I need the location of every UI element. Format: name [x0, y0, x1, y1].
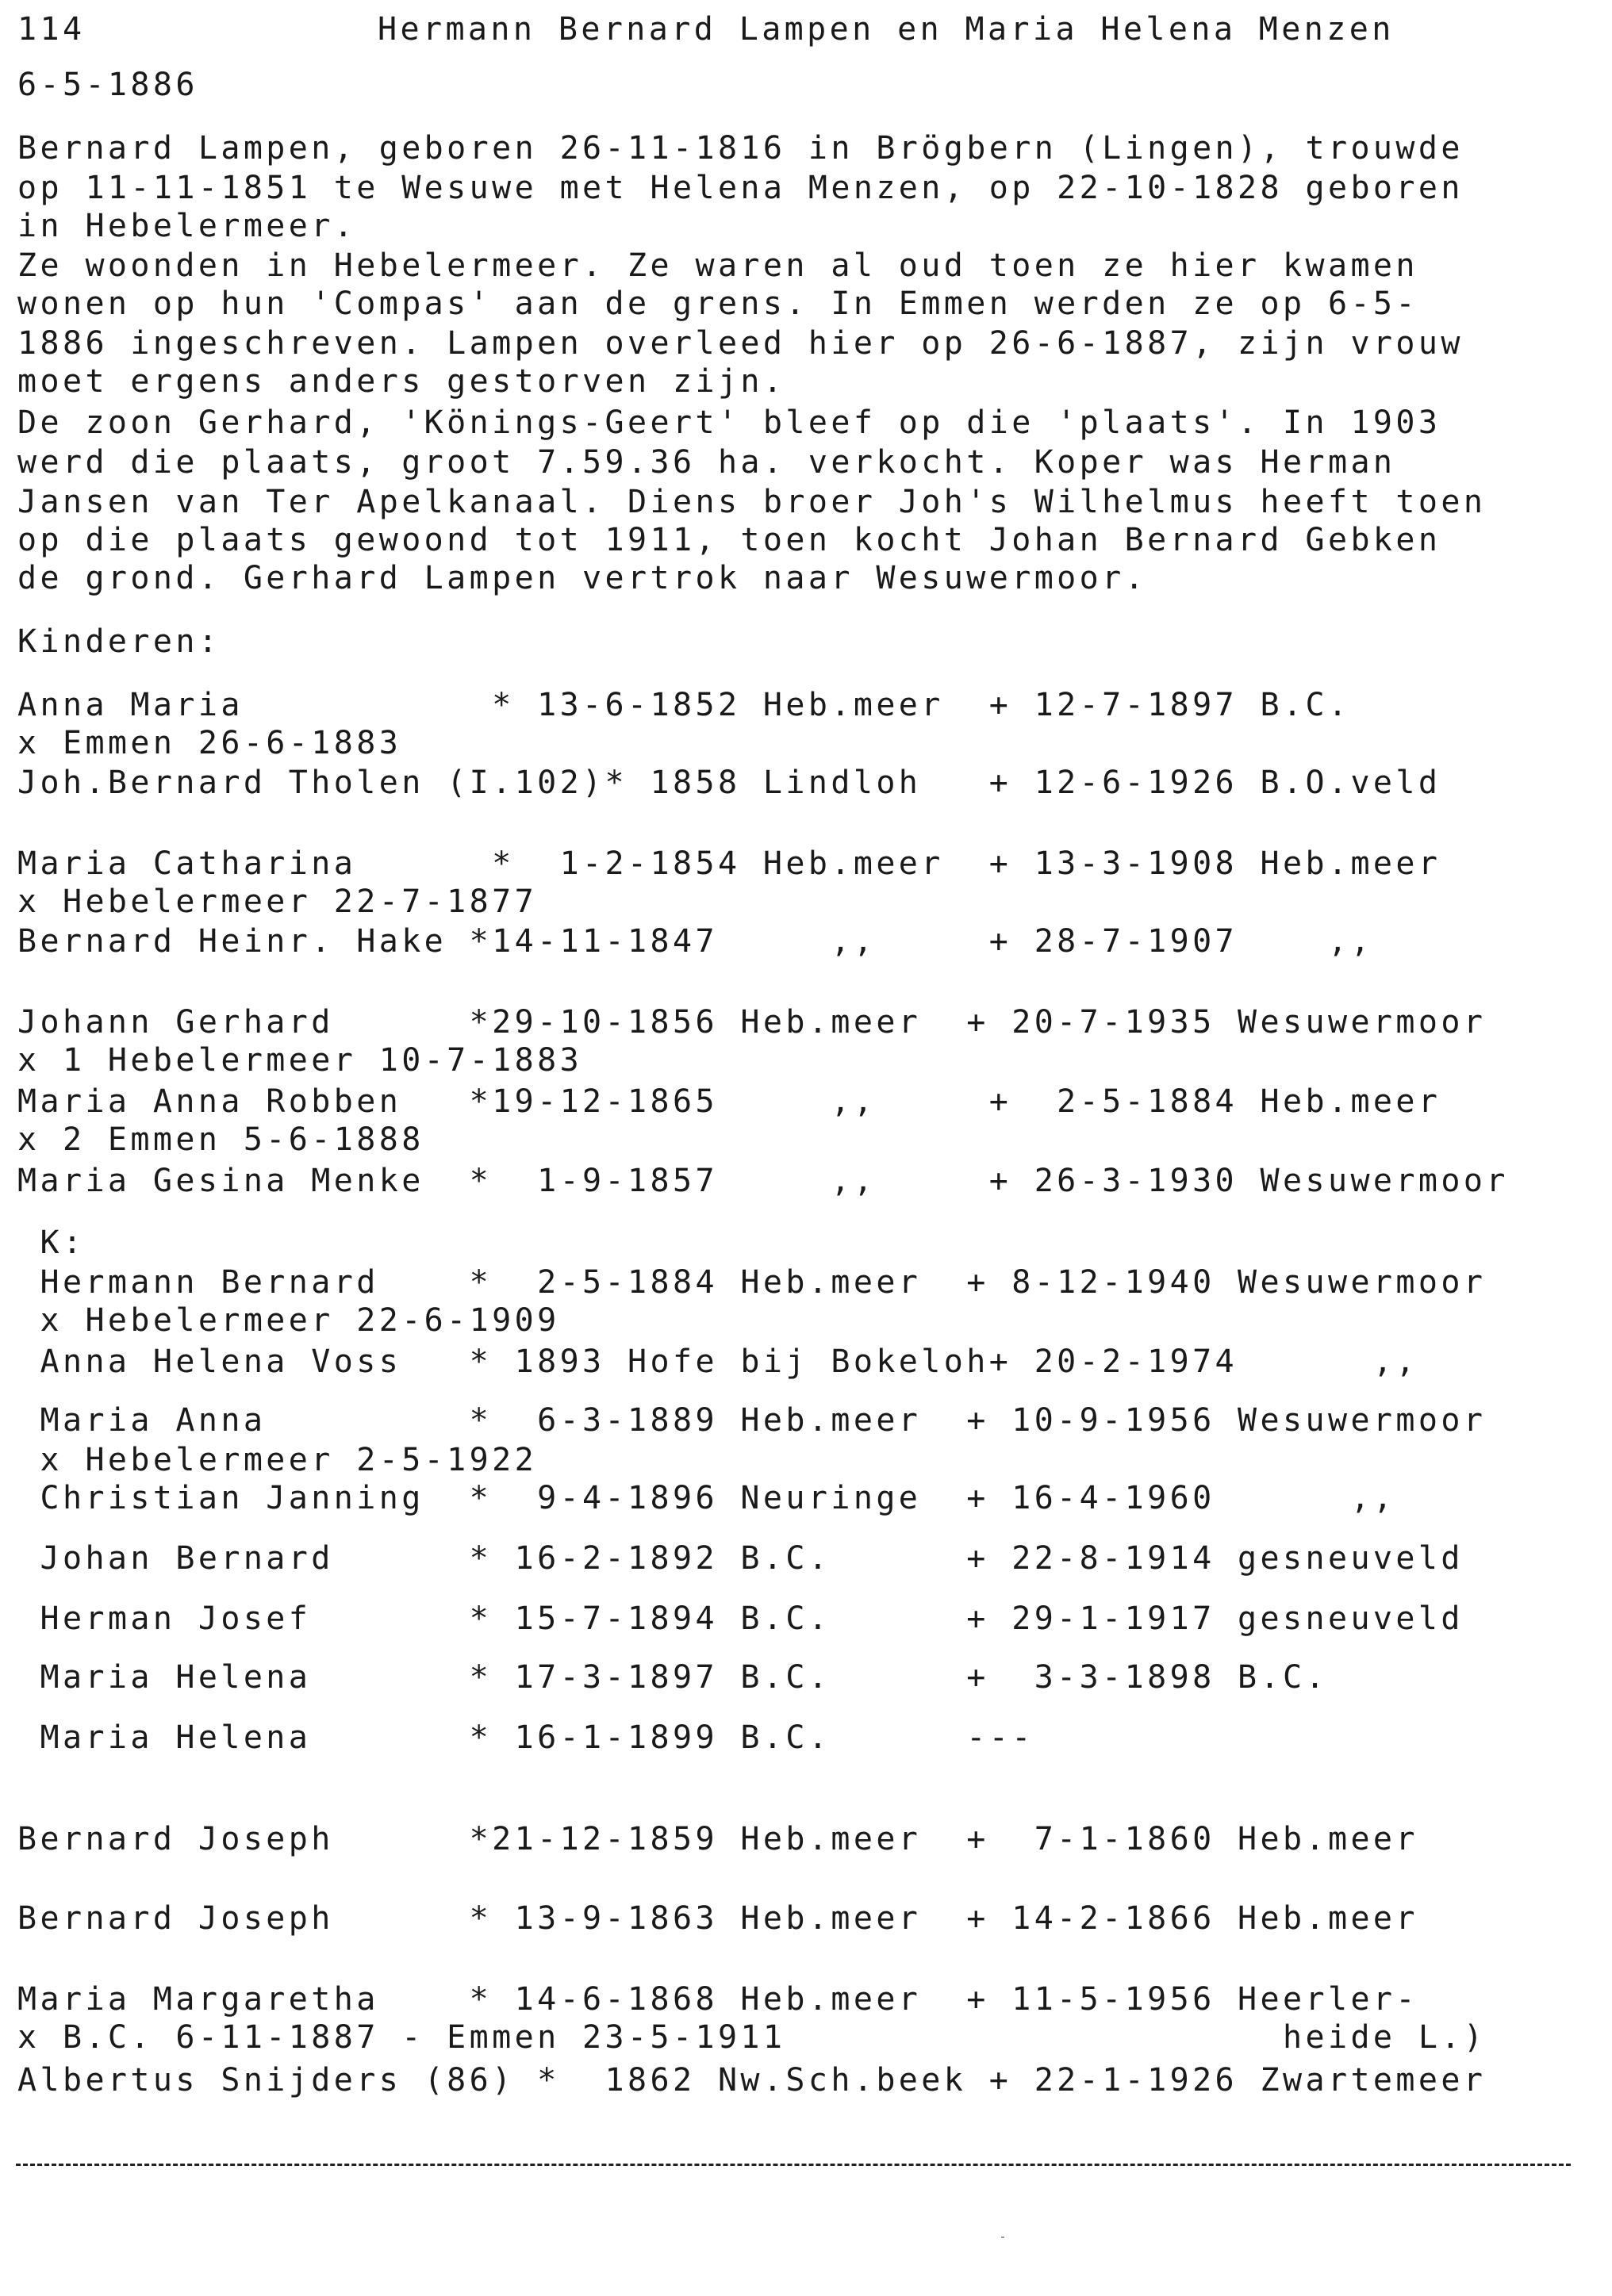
child-line: Maria Gesina Menke * 1-9-1857 ,, + 26-3-1930 Wesuwermoor [17, 1163, 1509, 1199]
child-line: Johann Gerhard *29-10-1856 Heb.meer + 20-7-1935 Wesuwermoor [17, 1004, 1487, 1041]
body-line: wonen op hun 'Compas' aan de grens. In Emmen werden ze op 6-5- [17, 286, 1418, 322]
grandchildren-heading: K: [17, 1225, 86, 1261]
body-line: in Hebelermeer. [17, 208, 357, 244]
body-line: moet ergens anders gestorven zijn. [17, 363, 786, 400]
child-line: x B.C. 6-11-1887 - Emmen 23-5-1911 heide L.) [17, 2019, 1487, 2056]
grandchild-line: x Hebelermeer 2-5-1922 [17, 1442, 538, 1478]
child-line: Maria Catharina * 1-2-1854 Heb.meer + 13-3-1908 Heb.meer [17, 845, 1441, 882]
body-line: werd die plaats, groot 7.59.36 ha. verkocht. Koper was Herman [17, 444, 1396, 481]
child-line: x Hebelermeer 22-7-1877 [17, 884, 538, 920]
child-line: Bernard Joseph *21-12-1859 Heb.meer + 7-1-1860 Heb.meer [17, 1821, 1418, 1857]
body-line: Ze woonden in Hebelermeer. Ze waren al oud toen ze hier kwamen [17, 247, 1418, 284]
dashed-divider [16, 2164, 1571, 2166]
child-line: Maria Anna Robben *19-12-1865 ,, + 2-5-1884 Heb.meer [17, 1083, 1441, 1120]
page-number: 114 [17, 11, 86, 48]
grandchild-line: Christian Janning * 9-4-1896 Neuringe + 16-4-1960 ,, [17, 1480, 1396, 1516]
child-line: x Emmen 26-6-1883 [17, 725, 402, 761]
grandchild-line: Hermann Bernard * 2-5-1884 Heb.meer + 8-12-1940 Wesuwermoor [17, 1264, 1487, 1301]
page-title: Hermann Bernard Lampen en Maria Helena Menzen [378, 11, 1395, 48]
child-line: x 2 Emmen 5-6-1888 [17, 1121, 424, 1158]
grandchild-line: Maria Helena * 16-1-1899 B.C. --- [17, 1719, 1034, 1756]
body-line: op die plaats gewoond tot 1911, toen kocht Johan Bernard Gebken [17, 522, 1441, 558]
grandchild-line: Maria Anna * 6-3-1889 Heb.meer + 10-9-1956 Wesuwermoor [17, 1402, 1487, 1439]
child-line: Bernard Heinr. Hake *14-11-1847 ,, + 28-7-1907 ,, [17, 923, 1373, 960]
child-line: Albertus Snijders (86) * 1862 Nw.Sch.beek + 22-1-1926 Zwartemeer [17, 2062, 1487, 2099]
grandchild-line: Maria Helena * 17-3-1897 B.C. + 3-3-1898 B.C. [17, 1659, 1328, 1696]
child-line: Anna Maria * 13-6-1852 Heb.meer + 12-7-1897 B.C. [17, 687, 1351, 723]
scan-speck [1001, 2237, 1004, 2238]
grandchild-line: Johan Bernard * 16-2-1892 B.C. + 22-8-1914 gesneuveld [17, 1540, 1464, 1577]
child-line: Bernard Joseph * 13-9-1863 Heb.meer + 14-2-1866 Heb.meer [17, 1900, 1418, 1937]
registration-date: 6-5-1886 [17, 67, 198, 103]
grandchild-line: Herman Josef * 15-7-1894 B.C. + 29-1-1917 gesneuveld [17, 1600, 1464, 1637]
body-line: 1886 ingeschreven. Lampen overleed hier op 26-6-1887, zijn vrouw [17, 325, 1464, 362]
child-line: x 1 Hebelermeer 10-7-1883 [17, 1042, 583, 1079]
children-heading: Kinderen: [17, 623, 221, 660]
grandchild-line: x Hebelermeer 22-6-1909 [17, 1302, 560, 1339]
grandchild-line: Anna Helena Voss * 1893 Hofe bij Bokeloh+ 20-2-1974 ,, [17, 1343, 1418, 1380]
body-line: op 11-11-1851 te Wesuwe met Helena Menzen, op 22-10-1828 geboren [17, 170, 1464, 206]
body-line: de grond. Gerhard Lampen vertrok naar Wesuwermoor. [17, 560, 1148, 596]
child-line: Maria Margaretha * 14-6-1868 Heb.meer + 11-5-1956 Heerler- [17, 1981, 1418, 2018]
body-line: Bernard Lampen, geboren 26-11-1816 in Brögbern (Lingen), trouwde [17, 130, 1464, 167]
body-line: Jansen van Ter Apelkanaal. Diens broer Joh's Wilhelmus heeft toen [17, 484, 1487, 520]
body-line: De zoon Gerhard, 'Könings-Geert' bleef op die 'plaats'. In 1903 [17, 404, 1441, 441]
child-line: Joh.Bernard Tholen (I.102)* 1858 Lindloh + 12-6-1926 B.O.veld [17, 765, 1441, 801]
